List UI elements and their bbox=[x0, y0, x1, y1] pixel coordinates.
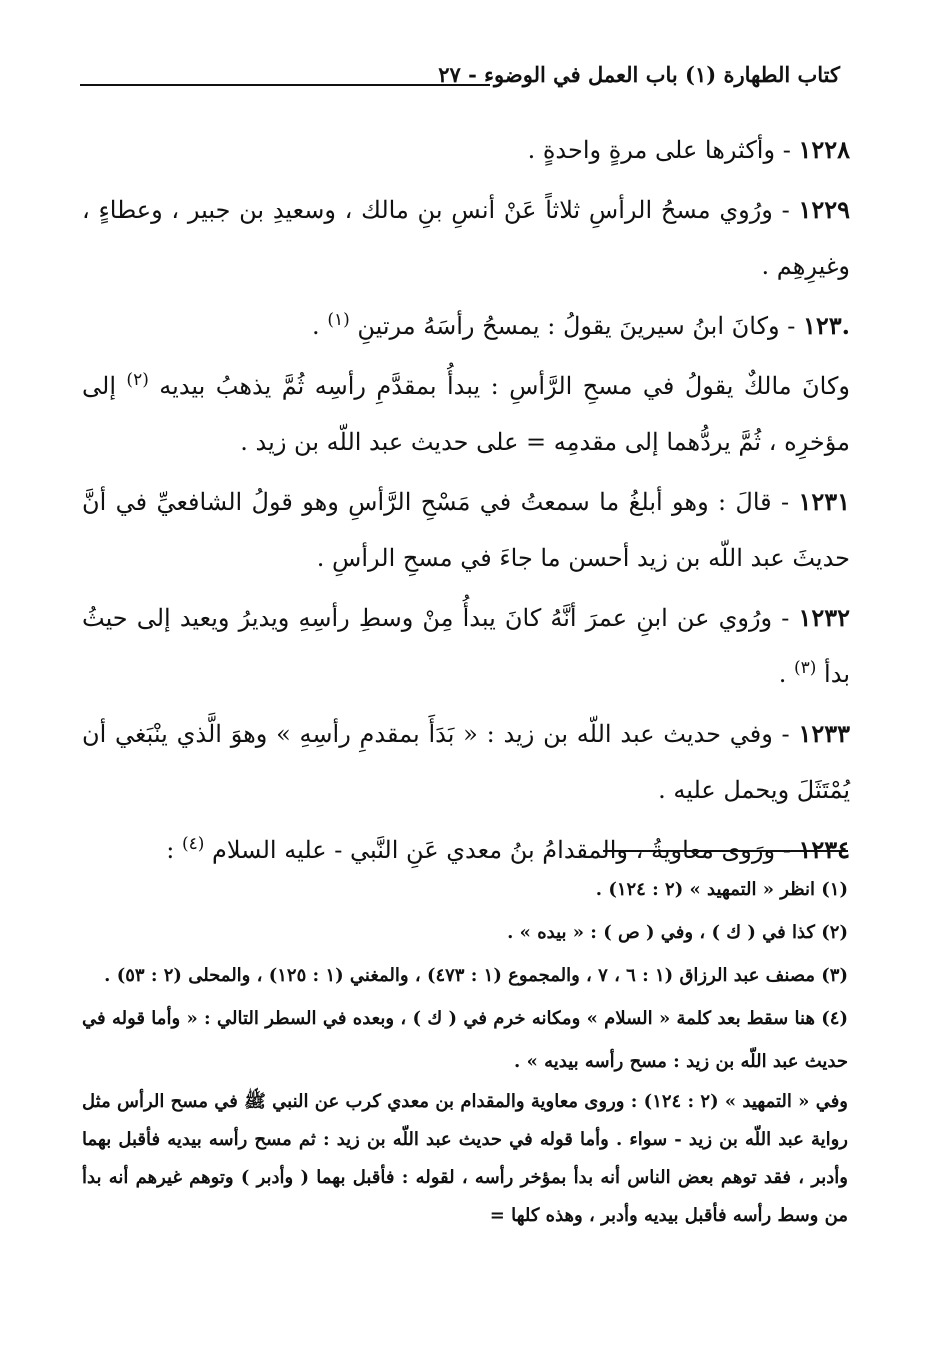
running-header bbox=[80, 62, 840, 102]
paragraph-text: - قالَ : وهو أبلغُ ما سمعتُ في مَسْحِ الرَّأسِ وهو قولُ الشافعيِّ في أنَّ حديثَ عبد اللّه بن زيد أحسن ما جاءَ في مسحِ الرأسِ . bbox=[82, 488, 850, 572]
paragraph-tail: . bbox=[312, 312, 328, 340]
footnotes bbox=[82, 868, 848, 1235]
footnote-1: (١) انظر « التمهيد » (٢ : ١٢٤) . bbox=[595, 879, 848, 900]
main-text bbox=[82, 122, 850, 878]
paragraph-text: - ورَوى معاويةُ ، والمقدامُ بنُ معدي عَنِ النَّبي - عليه السلام bbox=[204, 836, 799, 864]
paragraph-malik bbox=[82, 358, 850, 470]
paragraph-text: - وأكثرها على مرةٍ واحدةٍ . bbox=[527, 136, 799, 164]
footnote-marker: (٢) bbox=[126, 370, 149, 390]
paragraph-tail: . bbox=[778, 660, 794, 688]
paragraph-text: - ورُوي مسحُ الرأسِ ثلاثاً عَنْ أنسِ بنِ مالك ، وسعيدِ بن جبير ، وعطاءٍ ، وغيرِهِم . bbox=[82, 196, 850, 280]
header-title: كتاب الطهارة (١) باب العمل في الوضوء - ٢٧ bbox=[438, 62, 840, 87]
paragraph-number: .١٢٣ bbox=[802, 311, 850, 340]
footnote-4-continuation: وفي « التمهيد » (٢ : ١٢٤) : وروى معاوية والمقدام بن معدي كرب عن النبي ﷺ في مسح الرأس مثل رواية عبد اللّه بن زيد - سواء . وأما قوله في حديث عبد اللّه بن زيد : ثم مسح رأسه بيديه فأقبل بهما وأدبر ، فقد توهم بعض الناس أنه بدأ بمؤخر رأسه ، لقوله : فأقبل بهما ( وأدبر ) وتوهم غيرهم أنه بدأ من وسط رأسه فأقبل بيديه وأدبر ، وهذه كلها = bbox=[82, 1091, 848, 1226]
paragraph-1228 bbox=[82, 122, 850, 178]
paragraph-number: ١٢٣١ bbox=[798, 487, 850, 516]
paragraph-1231 bbox=[82, 474, 850, 586]
paragraph-text: - ورُوي عن ابنِ عمرَ أنَّهُ كانَ يبدأُ مِنْ وسطِ رأسِهِ ويديرُ ويعيد إلى حيثُ بدأ bbox=[82, 604, 850, 688]
paragraph-number: ١٢٢٩ bbox=[798, 195, 850, 224]
footnote-marker: (٣) bbox=[794, 658, 817, 678]
paragraph-number: ١٢٣٣ bbox=[798, 719, 850, 748]
footnote-separator bbox=[603, 850, 848, 852]
paragraph-1233 bbox=[82, 706, 850, 818]
paragraph-tail: : bbox=[166, 836, 182, 864]
footnote-3: (٣) مصنف عبد الرزاق (١ : ٦ ، ٧ ، والمجموع (١ : ٤٧٣) ، والمغني (١ : ١٢٥) ، والمحلى (٢ : ٥٣) . bbox=[104, 965, 848, 986]
paragraph-1230 bbox=[82, 298, 850, 354]
paragraph-text: - وفي حديث عبد اللّه بن زيد : « بَدَأَ بمقدمِ رأسِهِ » وهوَ الَّذي ينْبَغي أن يُمْتَثَلَ ويحمل عليه . bbox=[82, 720, 850, 804]
paragraph-number: ١٢٢٨ bbox=[798, 135, 850, 164]
footnote-marker: (٤) bbox=[181, 834, 205, 854]
paragraph-number: ١٢٣٢ bbox=[798, 603, 851, 632]
paragraph-1232 bbox=[82, 590, 850, 702]
paragraph-text: - وكانَ ابنُ سيرينَ يقولُ : يمسحُ رأسَهُ مرتينِ bbox=[349, 312, 803, 340]
footnote-marker: (١) bbox=[327, 310, 350, 330]
paragraph-1229 bbox=[82, 182, 850, 294]
footnote-2: (٢) كذا في ( ك ) ، وفي ( ص ) : « بيده » . bbox=[507, 922, 848, 943]
paragraph-tail: إلى مؤخرِه ، ثُمَّ يردُّهما إلى مقدمِه = على حديث عبد اللّه بن زيد . bbox=[82, 372, 850, 456]
paragraph-number: ١٢٣٤ bbox=[798, 835, 850, 864]
footnote-4: (٤) هنا سقط بعد كلمة « السلام » ومكانه خرم في ( ك ) ، وبعده في السطر التالي : « وأما قوله في حديث عبد اللّه بن زيد : مسح رأسه بيديه » . bbox=[82, 1008, 848, 1072]
header-rule bbox=[80, 84, 490, 86]
paragraph-text: وكانَ مالكٌ يقولُ في مسحِ الرَّأسِ : يبدأُ بمقدَّمِ رأسِه ثُمَّ يذهبُ بيديه bbox=[148, 372, 850, 400]
